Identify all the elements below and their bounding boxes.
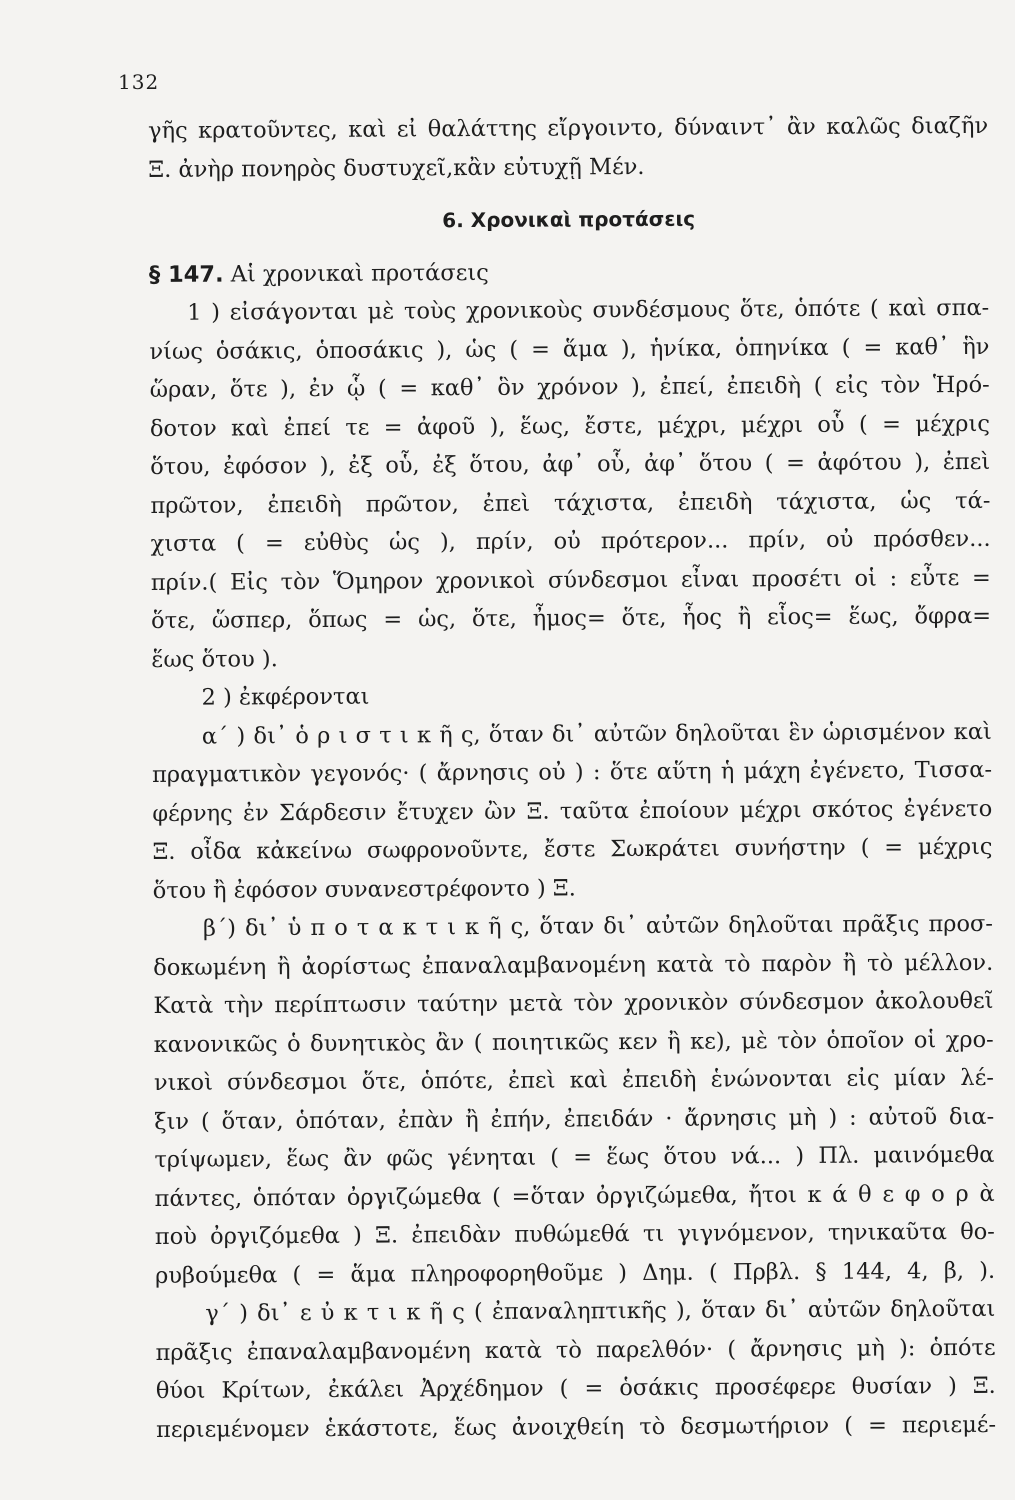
text-line: χιστα ( = εὐθὺς ὡς ), πρίν, οὐ πρότερον... πρίν, οὐ πρόσθεν...: [150, 525, 991, 557]
text-line: 2 ) ἐκφέρονται: [201, 683, 370, 711]
section-title-line: [149, 246, 989, 294]
text-line: νίως ὁσάκις, ὁποσάκις ), ὡς ( = ἅμα ), ἡνίκα, ὁπηνίκα ( = καθ᾽ ἣν: [149, 333, 990, 365]
section-mark: § 147.: [148, 261, 224, 288]
text-line: Κατὰ τὴν περίπτωσιν ταύτην μετὰ τὸν χρονικὸν σύνδεσμον ἀκολουθεῖ: [153, 987, 994, 1019]
text-line: περιεμένομεν ἑκάστοτε, ἕως ἀνοιχθείη τὸ δεσμωτήριον ( = περιεμέ-: [155, 1411, 997, 1443]
text-line: γῆς κρατοῦντες, καὶ εἰ θαλάττης εἴργοιντο, δύναιντ᾽ ἂν καλῶς διαζῆν: [148, 112, 989, 144]
text-line: ὥραν, ὅτε ), ἐν ᾧ ( = καθ᾽ ὃν χρόνον ), ἐπεί, ἐπειδὴ ( εἰς τὸν Ἡρό-: [149, 371, 990, 403]
text-line: α´ ) δι᾽ ὁ ρ ι σ τ ι κ ῆ ς, ὅταν δι᾽ αὐτῶν δηλοῦται ἓν ὡρισμένον καὶ: [201, 718, 992, 750]
text-line: β´) δι᾽ ὑ π ο τ α κ τ ι κ ῆ ς, ὅταν δι᾽ αὐτῶν δηλοῦται πρᾶξις προσ-: [202, 910, 994, 942]
text-line: τρίψωμεν, ἕως ἂν φῶς γένηται ( = ἕως ὅτου νά... ) Πλ. μαινόμεθα: [154, 1141, 995, 1173]
text-line: πρᾶξις ἐπαναλαμβανομένη κατὰ τὸ παρελθόν· ( ἄρνησις μὴ ): ὁπότε: [155, 1334, 996, 1366]
text-line: ἕως ὅτου ).: [151, 645, 278, 673]
text-line: φέρνης ἐν Σάρδεσιν ἔτυχεν ὢν Ξ. ταῦτα ἐποίουν μέχρι σκότος ἐγένετο: [152, 795, 993, 827]
page-number: 132: [118, 70, 160, 94]
text-line: ποὺ ὀργιζόμεθα ) Ξ. ἐπειδὰν πυθώμεθά τι γιγνόμενον, τηνικαῦτα θο-: [154, 1218, 995, 1250]
text-line: πρῶτον, ἐπειδὴ πρῶτον, ἐπεὶ τάχιστα, ἐπειδὴ τάχιστα, ὡς τά-: [150, 487, 991, 519]
text-line: Ξ. οἶδα κἀκείνω σωφρονοῦντε, ἔστε Σωκράτει συνήστην ( = μέχρις: [152, 833, 993, 865]
text-line: δοκωμένη ἢ ἀορίστως ἐπαναλαμβανομένη κατὰ τὸ παρὸν ἢ τὸ μέλλον.: [153, 949, 994, 981]
text-line: ὅτου, ἐφόσον ), ἐξ οὗ, ἐξ ὅτου, ἀφ᾽ οὗ, ἀφ᾽ ὅτου ( = ἀφότου ), ἐπεὶ: [150, 448, 991, 480]
text-line: ξιν ( ὅταν, ὁπόταν, ἐπὰν ἢ ἐπήν, ἐπειδάν · ἄρνησις μὴ ) : αὐτοῦ δια-: [154, 1103, 995, 1135]
text-line: πρίν.( Εἰς τὸν Ὅμηρον χρονικοὶ σύνδεσμοι εἶναι προσέτι οἱ : εὖτε =: [150, 564, 991, 596]
text-line: ρυβούμεθα ( = ἅμα πληροφορηθοῦμε ) Δημ. ( Πρβλ. § 144, 4, β, ).: [155, 1257, 996, 1289]
text-line: γ´ ) δι᾽ ε ὐ κ τ ι κ ῆ ς ( ἐπαναληπτικῆς ), ὅταν δι᾽ αὐτῶν δηλοῦται: [205, 1295, 996, 1327]
text-line: 1 ) εἰσάγονται μὲ τοὺς χρονικοὺς συνδέσμους ὅτε, ὁπότε ( καὶ σπα-: [187, 294, 990, 326]
text-line: Ξ. ἀνὴρ πονηρὸς δυστυχεῖ,κἂν εὐτυχῇ Μέν.: [148, 153, 645, 183]
text-line: ὅτε, ὥσπερ, ὅπως = ὡς, ὅτε, ἦμος= ὅτε, ἧος ἢ εἷος= ἕως, ὄφρα=: [151, 602, 992, 634]
section-heading: 6. Χρονικαὶ προτάσεις: [442, 206, 696, 233]
text-line: ὅτου ἢ ἐφόσον συνανεστρέφοντο ) Ξ.: [152, 874, 576, 904]
text-line: δοτον καὶ ἐπεί τε = ἀφοῦ ), ἕως, ἔστε, μέχρι, μέχρι οὗ ( = μέχρις: [149, 410, 990, 442]
section-title: Αἱ χρονικαὶ προτάσεις: [230, 259, 489, 287]
text-line: πραγματικὸν γεγονός· ( ἄρνησις οὐ ) : ὅτε αὕτη ἡ μάχη ἐγένετο, Τισσα-: [151, 756, 993, 788]
text-line: κανονικῶς ὁ δυνητικὸς ἂν ( ποιητικῶς κεν ἢ κε), μὲ τὸν ὁποῖον οἱ χρο-: [153, 1026, 994, 1058]
page-text: [148, 107, 996, 1449]
text-line: θύοι Κρίτων, ἐκάλει Ἀρχέδημον ( = ὁσάκις προσέφερε θυσίαν ) Ξ.: [155, 1372, 996, 1404]
text-line: πάντες, ὁπόταν ὀργιζώμεθα ( =ὅταν ὀργιζώμεθα, ἤτοι κ ά θ ε φ ο ρ ὰ: [154, 1180, 995, 1212]
text-line: νικοὶ σύνδεσμοι ὅτε, ὁπότε, ἐπεὶ καὶ ἐπειδὴ ἑνώνονται εἰς μίαν λέ-: [153, 1064, 994, 1096]
